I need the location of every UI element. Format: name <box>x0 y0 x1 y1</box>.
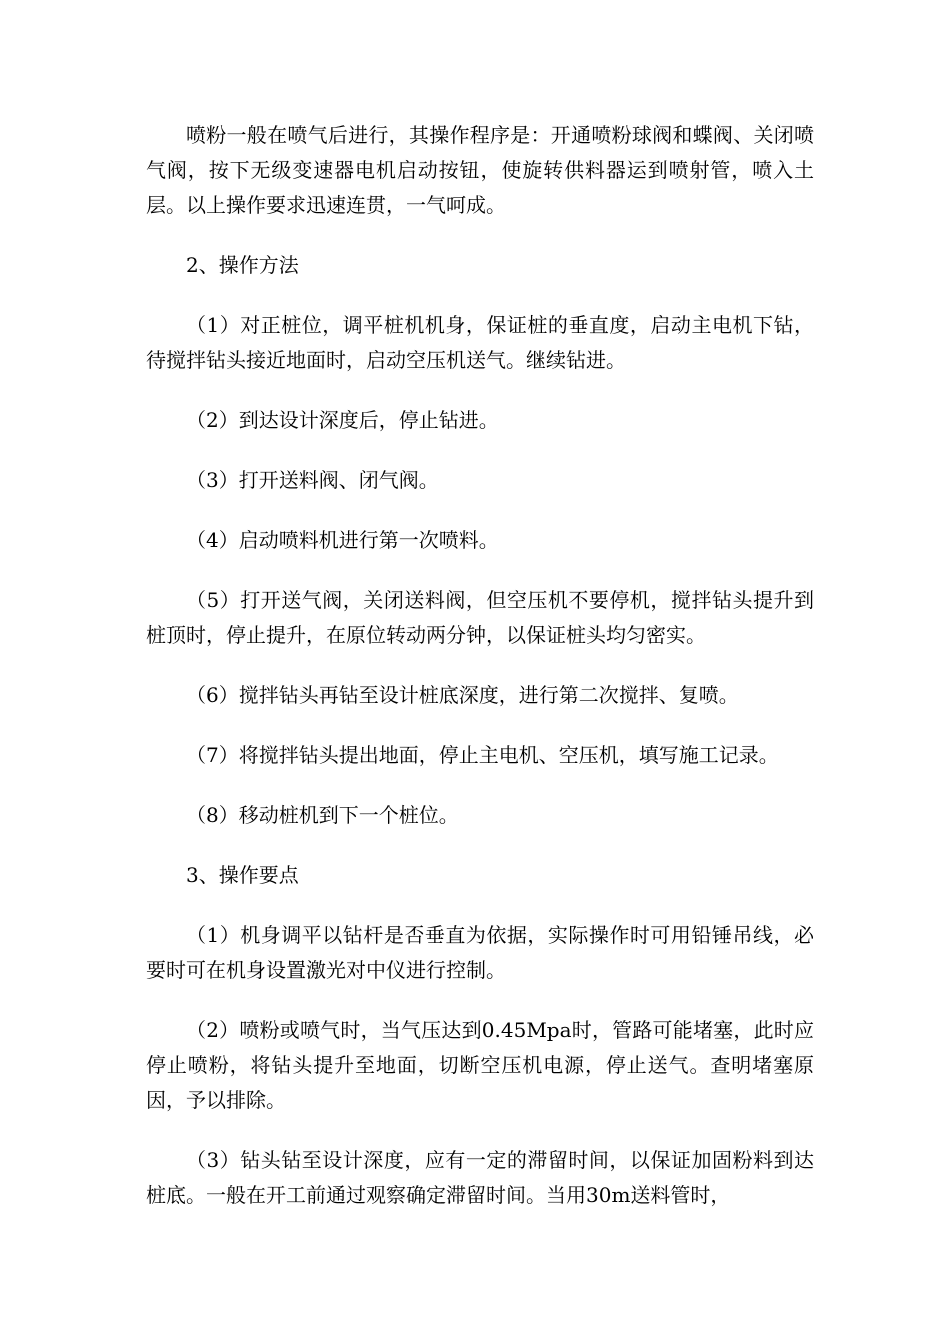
document-body <box>146 118 814 1238</box>
step-8-move-rig: （8）移动桩机到下一个桩位。 <box>186 803 459 827</box>
step-6-second-mix: （6）搅拌钻头再钻至设计桩底深度，进行第二次搅拌、复喷。 <box>186 683 739 707</box>
step-4-first-spray: （4）启动喷料机进行第一次喷料。 <box>186 528 499 552</box>
paragraph-spray-powder-procedure: 喷粉一般在喷气后进行，其操作程序是：开通喷粉球阀和蝶阀、关闭喷气阀，按下无级变速器电机启动按钮，使旋转供料器运到喷射管，喷入土层。以上操作要求迅速连贯，一气呵成。 <box>146 123 814 217</box>
point-2-pressure-blockage: （2）喷粉或喷气时，当气压达到0.45Mpa时，管路可能堵塞，此时应停止喷粉，将钻头提升至地面，切断空压机电源，停止送气。查明堵塞原因，予以排除。 <box>146 1018 814 1112</box>
step-3-open-feed-valve: （3）打开送料阀、闭气阀。 <box>186 468 439 492</box>
point-1-level-machine: （1）机身调平以钻杆是否垂直为依据，实际操作时可用铅锤吊线，必要时可在机身设置激光对中仪进行控制。 <box>146 923 814 982</box>
step-1-align-pile: （1）对正桩位，调平桩机机身，保证桩的垂直度，启动主电机下钻，待搅拌钻头接近地面时，启动空压机送气。继续钻进。 <box>146 313 814 372</box>
step-7-lift-out: （7）将搅拌钻头提出地面，停止主电机、空压机，填写施工记录。 <box>186 743 779 767</box>
step-2-reach-depth: （2）到达设计深度后，停止钻进。 <box>186 408 499 432</box>
section-heading-operation-method: 2、操作方法 <box>186 253 299 277</box>
section-heading-key-points: 3、操作要点 <box>186 863 299 887</box>
step-5-open-air-valve: （5）打开送气阀，关闭送料阀，但空压机不要停机，搅拌钻头提升到桩顶时，停止提升，在原位转动两分钟，以保证桩头均匀密实。 <box>146 588 814 647</box>
point-3-dwell-time: （3）钻头钻至设计深度，应有一定的滞留时间，以保证加固粉料到达桩底。一般在开工前通过观察确定滞留时间。当用30m送料管时， <box>146 1148 814 1207</box>
